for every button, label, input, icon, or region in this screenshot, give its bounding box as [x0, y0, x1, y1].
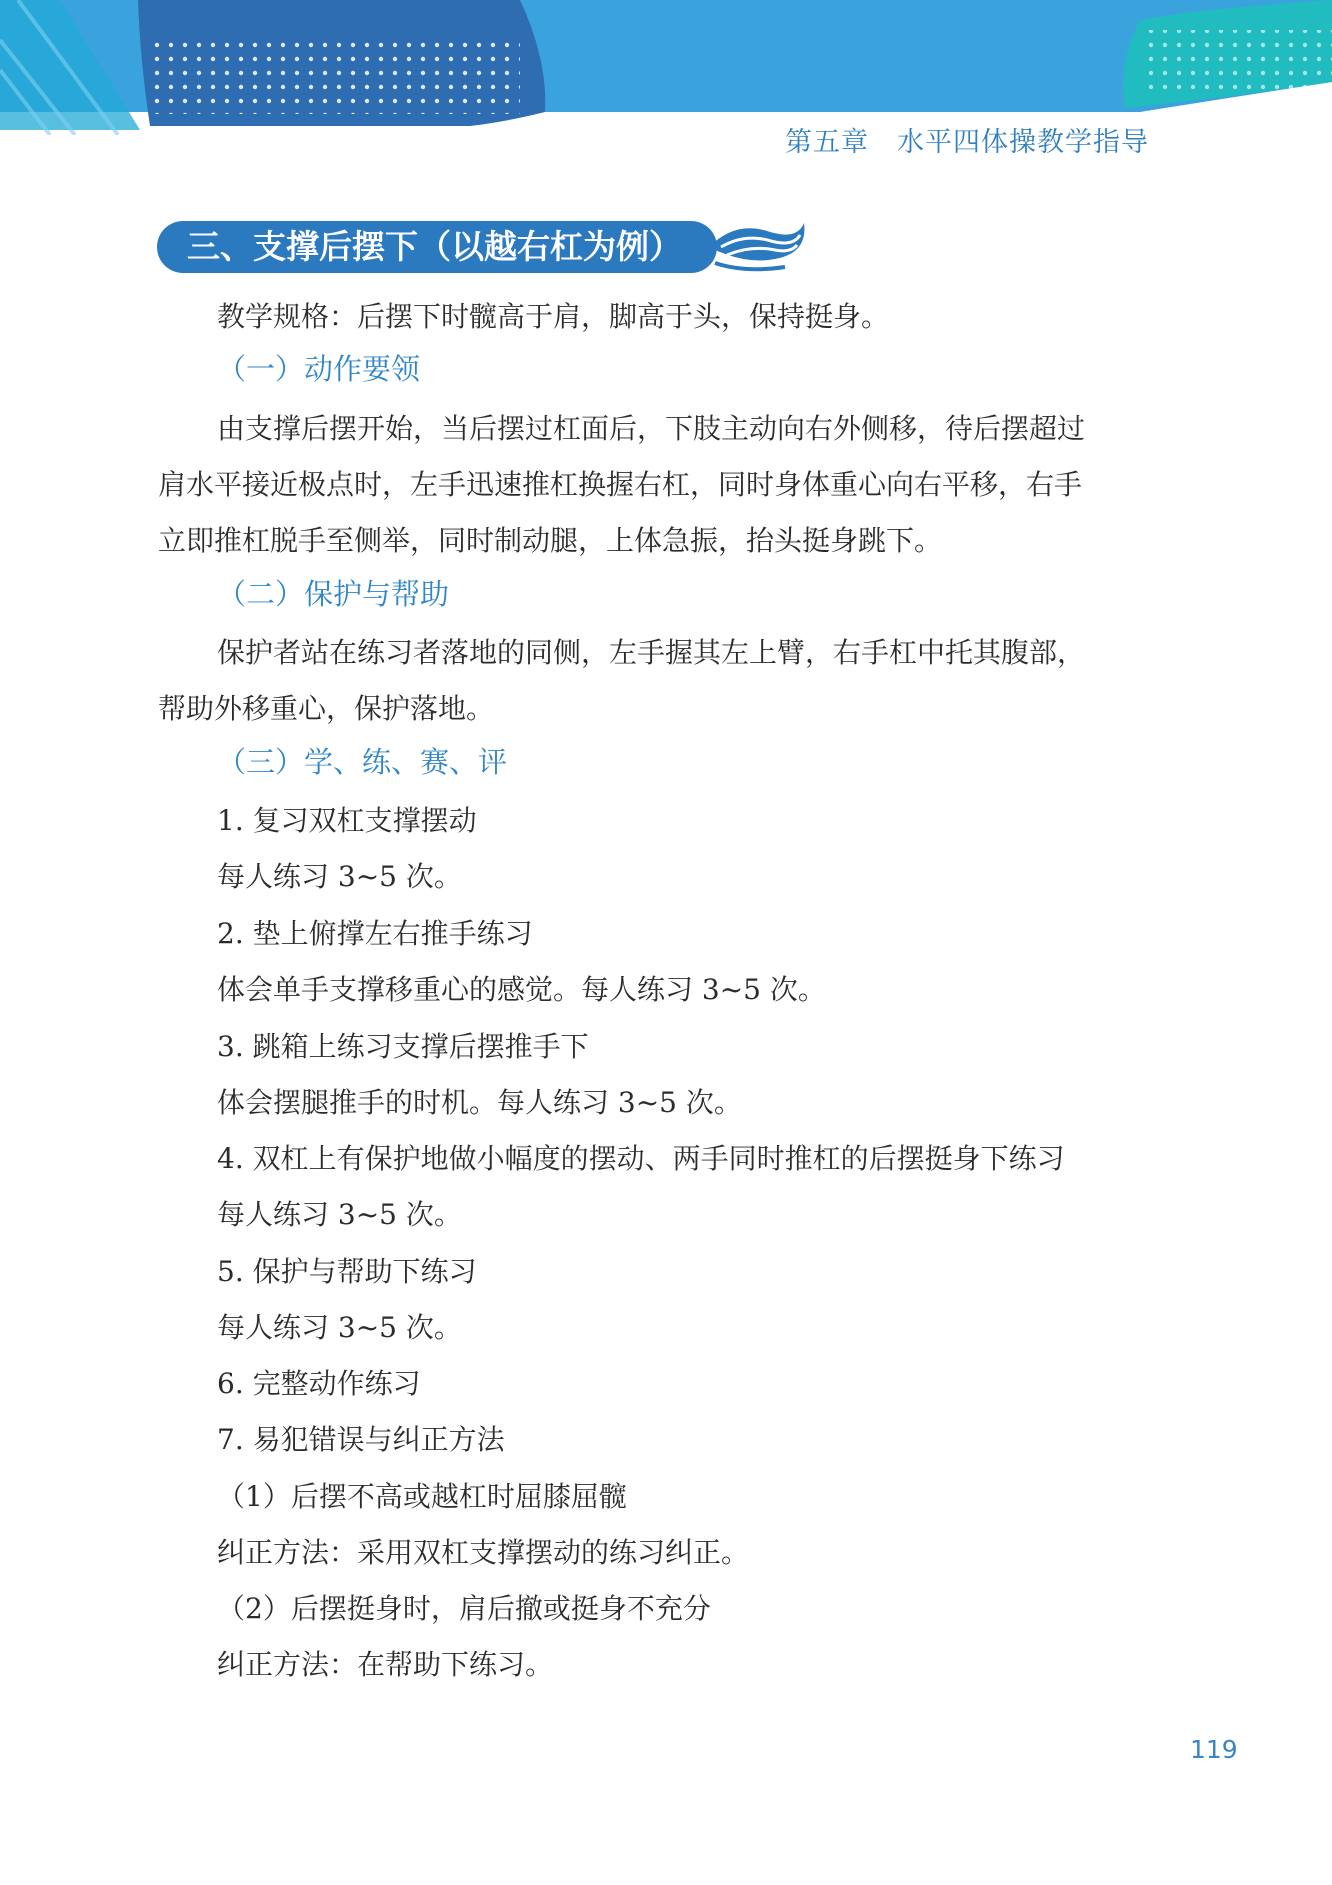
- list-item-6: 6. 完整动作练习: [217, 1367, 421, 1400]
- list-item-4-note: 每人练习 3~5 次。: [217, 1198, 462, 1231]
- wave-decoration-icon: [705, 217, 810, 275]
- list-item-3-note: 体会摆腿推手的时机。每人练习 3~5 次。: [217, 1086, 742, 1119]
- section-title-text: 三、支撑后摆下（以越右杠为例）: [187, 227, 682, 266]
- list-item-1-note: 每人练习 3~5 次。: [217, 860, 462, 893]
- list-item-2-note: 体会单手支撑移重心的感觉。每人练习 3~5 次。: [217, 973, 826, 1006]
- list-item-2: 2. 垫上俯撑左右推手练习: [217, 917, 533, 950]
- protection-line-2: 帮助外移重心，保护落地。: [158, 692, 495, 725]
- key-points-line-3: 立即推杠脱手至侧举，同时制动腿，上体急振，抬头挺身跳下。: [158, 524, 943, 557]
- top-banner: [0, 0, 1332, 135]
- chapter-header: 第五章 水平四体操教学指导: [785, 127, 1149, 158]
- error-item-2-fix: 纠正方法：在帮助下练习。: [217, 1648, 554, 1681]
- subheading-learn-practice: （三）学、练、赛、评: [217, 745, 508, 779]
- section-title: [157, 221, 807, 273]
- list-item-3: 3. 跳箱上练习支撑后摆推手下: [217, 1030, 589, 1063]
- error-item-2: （2）后摆挺身时，肩后撤或挺身不充分: [217, 1592, 711, 1625]
- list-item-5-note: 每人练习 3~5 次。: [217, 1311, 462, 1344]
- page-number: 119: [1190, 1735, 1238, 1764]
- subheading-key-points: （一）动作要领: [217, 352, 421, 386]
- error-item-1: （1）后摆不高或越杠时屈膝屈髋: [217, 1480, 627, 1513]
- key-points-line-1: 由支撑后摆开始，当后摆过杠面后，下肢主动向右外侧移，待后摆超过: [217, 412, 1086, 445]
- teaching-spec: 教学规格：后摆下时髋高于肩，脚高于头，保持挺身。: [217, 300, 890, 333]
- list-item-4: 4. 双杠上有保护地做小幅度的摆动、两手同时推杠的后摆挺身下练习: [217, 1142, 1065, 1175]
- list-item-7: 7. 易犯错误与纠正方法: [217, 1423, 505, 1456]
- protection-line-1: 保护者站在练习者落地的同侧，左手握其左上臂，右手杠中托其腹部，: [217, 636, 1086, 669]
- list-item-5: 5. 保护与帮助下练习: [217, 1255, 477, 1288]
- key-points-line-2: 肩水平接近极点时，左手迅速推杠换握右杠，同时身体重心向右平移，右手: [158, 468, 1083, 501]
- subheading-protection: （二）保护与帮助: [217, 577, 450, 611]
- error-item-1-fix: 纠正方法：采用双杠支撑摆动的练习纠正。: [217, 1536, 750, 1569]
- list-item-1: 1. 复习双杠支撑摆动: [217, 804, 477, 837]
